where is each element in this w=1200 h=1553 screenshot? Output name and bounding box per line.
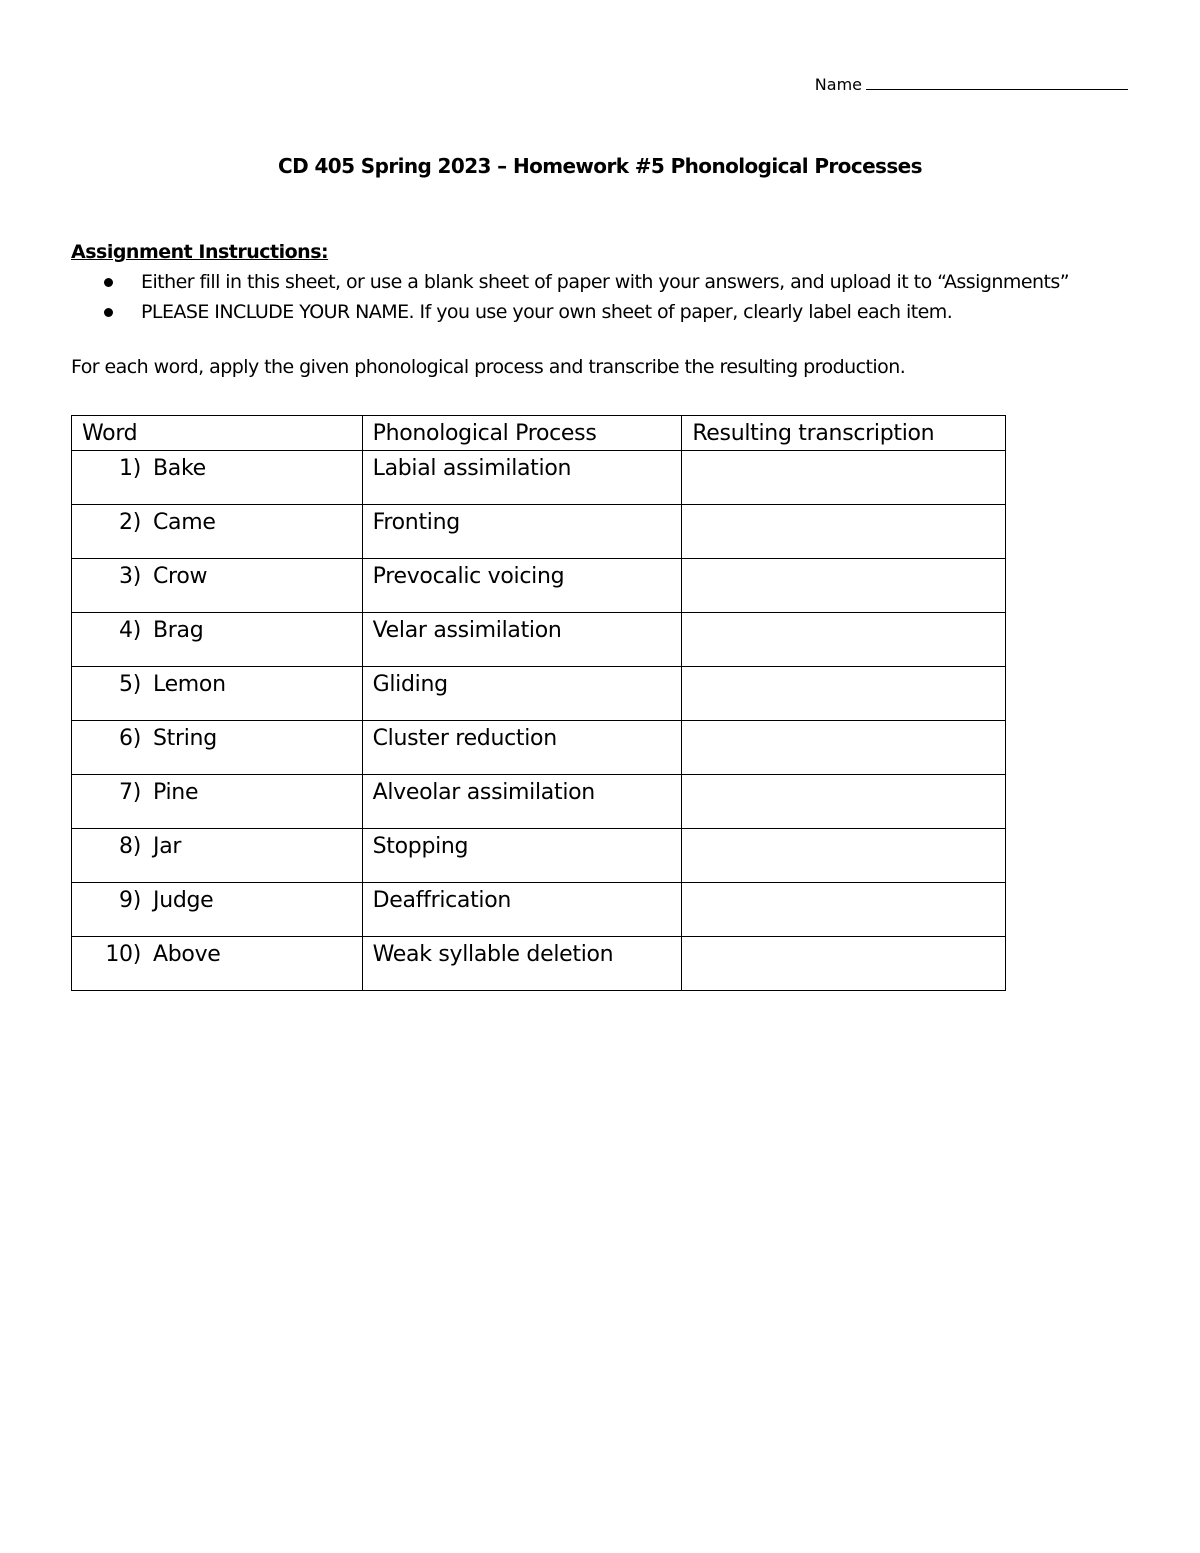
word-text: Jar [153, 834, 182, 859]
instructions-heading: Assignment Instructions: [71, 241, 329, 263]
word-text: Bake [153, 456, 206, 481]
instruction-text: Either fill in this sheet, or use a blank sheet of paper with your answers, and upload it to “Assignments” [141, 271, 1069, 293]
bullet-icon [104, 278, 113, 287]
column-header-transcription: Resulting transcription [682, 416, 1006, 451]
process-cell: Weak syllable deletion [362, 937, 682, 991]
transcription-answer-cell[interactable] [682, 613, 1006, 667]
word-cell [72, 937, 363, 991]
instruction-text: PLEASE INCLUDE YOUR NAME. If you use your own sheet of paper, clearly label each item. [141, 300, 953, 323]
instructions-list [104, 270, 1069, 329]
transcription-answer-cell[interactable] [682, 721, 1006, 775]
item-number: 4) [119, 618, 141, 643]
transcription-answer-cell[interactable] [682, 667, 1006, 721]
table-row [72, 721, 1006, 775]
transcription-answer-cell[interactable] [682, 505, 1006, 559]
table-row [72, 775, 1006, 829]
transcription-answer-cell[interactable] [682, 829, 1006, 883]
item-number: 8) [119, 834, 141, 859]
table-row [72, 883, 1006, 937]
transcription-answer-cell[interactable] [682, 559, 1006, 613]
task-intro: For each word, apply the given phonological process and transcribe the resulting production. [71, 356, 906, 378]
word-text: Crow [153, 564, 208, 589]
word-cell [72, 829, 363, 883]
word-text: Brag [153, 618, 204, 643]
process-cell: Gliding [362, 667, 682, 721]
process-cell: Velar assimilation [362, 613, 682, 667]
name-label: Name [814, 75, 862, 94]
word-cell [72, 559, 363, 613]
process-cell: Cluster reduction [362, 721, 682, 775]
name-blank-line[interactable] [866, 74, 1128, 90]
word-cell [72, 451, 363, 505]
table-row [72, 613, 1006, 667]
word-cell [72, 505, 363, 559]
table-row [72, 937, 1006, 991]
bullet-icon [104, 308, 113, 317]
item-number: 1) [119, 456, 141, 481]
process-cell: Prevocalic voicing [362, 559, 682, 613]
transcription-answer-cell[interactable] [682, 937, 1006, 991]
table-row [72, 829, 1006, 883]
table-row [72, 505, 1006, 559]
word-text: Pine [153, 780, 199, 805]
item-number: 3) [119, 564, 141, 589]
item-number: 10) [105, 942, 141, 967]
word-text: Above [153, 942, 221, 967]
table-header-row [72, 416, 1006, 451]
worksheet-table [71, 415, 1006, 991]
word-text: Lemon [153, 672, 226, 697]
item-number: 5) [119, 672, 141, 697]
name-field [815, 74, 1128, 94]
item-number: 6) [119, 726, 141, 751]
item-number: 2) [119, 510, 141, 535]
process-cell: Alveolar assimilation [362, 775, 682, 829]
word-text: Came [153, 510, 216, 535]
word-cell [72, 883, 363, 937]
process-cell: Deaffrication [362, 883, 682, 937]
item-number: 9) [119, 888, 141, 913]
table-row [72, 559, 1006, 613]
instruction-item [104, 300, 1069, 330]
word-cell [72, 721, 363, 775]
process-cell: Labial assimilation [362, 451, 682, 505]
word-cell [72, 667, 363, 721]
instruction-item [104, 270, 1069, 300]
column-header-process: Phonological Process [362, 416, 682, 451]
page-title: CD 405 Spring 2023 – Homework #5 Phonological Processes [278, 154, 922, 178]
transcription-answer-cell[interactable] [682, 451, 1006, 505]
table-row [72, 667, 1006, 721]
item-number: 7) [119, 780, 141, 805]
word-cell [72, 775, 363, 829]
word-text: String [153, 726, 217, 751]
process-cell: Stopping [362, 829, 682, 883]
column-header-word: Word [72, 416, 363, 451]
word-text: Judge [153, 888, 214, 913]
word-cell [72, 613, 363, 667]
transcription-answer-cell[interactable] [682, 883, 1006, 937]
process-cell: Fronting [362, 505, 682, 559]
table-row [72, 451, 1006, 505]
transcription-answer-cell[interactable] [682, 775, 1006, 829]
